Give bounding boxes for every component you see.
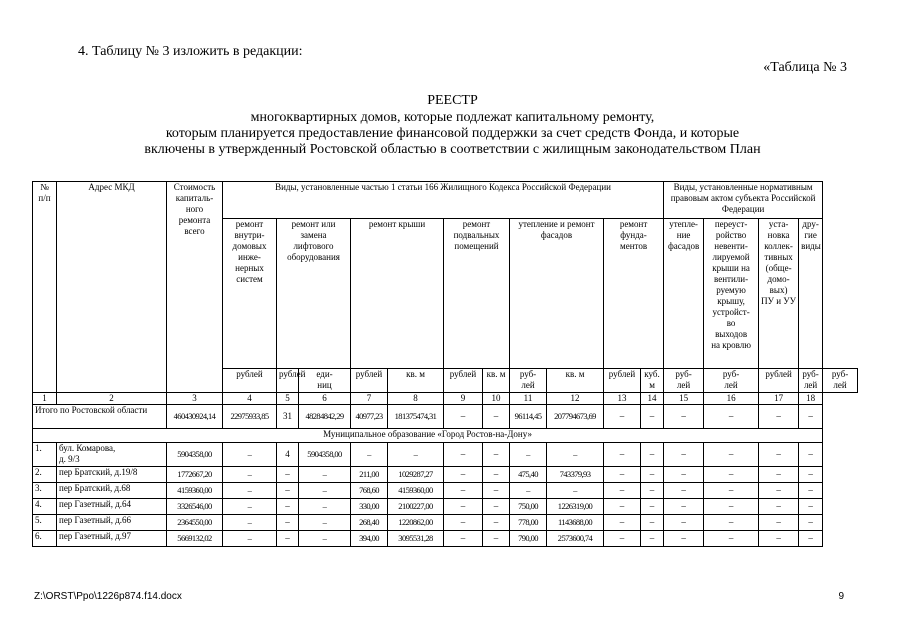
row-cell: – — [641, 483, 664, 499]
row-number: 4. — [33, 499, 57, 515]
row-cell: – — [704, 499, 759, 515]
unit-cell: еди- ниц — [299, 369, 351, 393]
row-cell: 3326546,00 — [167, 499, 223, 515]
header-row-1 — [33, 182, 858, 219]
row-cell: – — [759, 499, 799, 515]
row-cell: – — [483, 483, 510, 499]
sub-engineering-header: ремонт внутри- домовых инже- нерных систем — [223, 219, 277, 369]
row-cell: – — [444, 483, 483, 499]
row-cell: – — [223, 483, 277, 499]
total-cell: 22975933,85 — [223, 405, 277, 429]
col-address-header: Адрес МКД — [57, 182, 167, 393]
unit-cell: кв. м — [483, 369, 510, 393]
total-cell: – — [641, 405, 664, 429]
row-cell: – — [444, 499, 483, 515]
row-cell: 5904358,00 — [167, 443, 223, 467]
col-num-header: № п/п — [33, 182, 57, 393]
total-row — [33, 405, 858, 429]
sub-lift-header: ремонт или замена лифтового оборудования — [277, 219, 351, 369]
unit-cell: рублей — [351, 369, 388, 393]
row-cell: – — [223, 443, 277, 467]
row-address: пер Братский, д.19/8 — [57, 467, 167, 483]
column-number: 7 — [351, 393, 388, 405]
row-cell: 1143688,00 — [547, 515, 604, 531]
row-address: пер Братский, д.68 — [57, 483, 167, 499]
row-cell: – — [388, 443, 444, 467]
row-cell: – — [483, 499, 510, 515]
row-number: 1. — [33, 443, 57, 467]
sub-foundation-header: ремонт фунда- ментов — [604, 219, 664, 369]
column-number: 4 — [223, 393, 277, 405]
column-number: 18 — [799, 393, 823, 405]
column-number: 15 — [664, 393, 704, 405]
total-cell: – — [444, 405, 483, 429]
row-cell: 1772667,20 — [167, 467, 223, 483]
column-number: 16 — [704, 393, 759, 405]
row-address: бул. Комарова, д. 9/3 — [57, 443, 167, 467]
column-number-row — [33, 393, 858, 405]
row-cell: – — [604, 499, 641, 515]
row-number: 2. — [33, 467, 57, 483]
unit-cell: руб- лей — [799, 369, 823, 393]
row-cell: – — [704, 483, 759, 499]
group-regional-header: Виды, установленные нормативным правовым актом субъекта Российской Федерации — [664, 182, 823, 219]
unit-cell: руб- лей — [704, 369, 759, 393]
row-cell: – — [641, 443, 664, 467]
row-cell: – — [483, 467, 510, 483]
row-cell: – — [799, 499, 823, 515]
column-number: 10 — [483, 393, 510, 405]
sub-basement-header: ремонт подвальных помещений — [444, 219, 510, 369]
total-cell: – — [799, 405, 823, 429]
unit-cell: рублей — [759, 369, 799, 393]
row-cell: – — [704, 515, 759, 531]
sub-other-header: дру- гие виды — [799, 219, 823, 369]
row-cell: – — [799, 531, 823, 547]
row-address: пер Газетный, д.97 — [57, 531, 167, 547]
row-cell: – — [759, 515, 799, 531]
row-cell: – — [277, 515, 299, 531]
column-number: 6 — [299, 393, 351, 405]
footer-file-path: Z:\ORST\Ppo\1226p874.f14.docx — [34, 591, 182, 602]
unit-cell: кв. м — [547, 369, 604, 393]
sub-roof-header: ремонт крыши — [351, 219, 444, 369]
unit-cell: руб- лей — [664, 369, 704, 393]
sub-meters-header: уста- новка коллек- тивных (обще- домо- вых) ПУ и УУ — [759, 219, 799, 369]
row-cell: – — [604, 483, 641, 499]
total-cell: – — [759, 405, 799, 429]
total-cell: – — [664, 405, 704, 429]
column-number: 17 — [759, 393, 799, 405]
row-cell: 1220862,00 — [388, 515, 444, 531]
row-cell: – — [299, 515, 351, 531]
total-cell: – — [704, 405, 759, 429]
column-number: 5 — [277, 393, 299, 405]
row-cell: 475,40 — [510, 467, 547, 483]
page-number: 9 — [838, 591, 844, 602]
row-cell: – — [799, 467, 823, 483]
row-cell: – — [759, 443, 799, 467]
total-cell: 460430924,14 — [167, 405, 223, 429]
row-cell: 330,00 — [351, 499, 388, 515]
register-title: РЕЕСТР — [427, 93, 478, 108]
row-cell: – — [510, 483, 547, 499]
row-cell: 211,00 — [351, 467, 388, 483]
row-cell: – — [664, 499, 704, 515]
row-cell: – — [277, 499, 299, 515]
column-number: 14 — [641, 393, 664, 405]
sub-roof-rebuild-header: переуст- ройство невенти- лируемой крыши на вентили- руемую крышу, устройст- во выходов на кровлю — [704, 219, 759, 369]
row-cell: – — [759, 483, 799, 499]
row-cell: – — [604, 515, 641, 531]
register-subtitle-line-3: включены в утвержденный Ростовской областью в соответствии с жилищным законодательством План — [144, 142, 761, 157]
table-row — [33, 467, 858, 483]
total-cell: – — [483, 405, 510, 429]
row-cell: 790,00 — [510, 531, 547, 547]
row-address: пер Газетный, д.66 — [57, 515, 167, 531]
row-cell: – — [604, 467, 641, 483]
row-cell: 743379,93 — [547, 467, 604, 483]
row-cell: – — [299, 499, 351, 515]
row-cell: – — [704, 467, 759, 483]
row-cell: 1226319,00 — [547, 499, 604, 515]
row-cell: – — [641, 499, 664, 515]
row-cell: 778,00 — [510, 515, 547, 531]
row-cell: 4159360,00 — [167, 483, 223, 499]
row-cell: – — [547, 483, 604, 499]
column-number: 13 — [604, 393, 641, 405]
row-cell: – — [759, 467, 799, 483]
row-cell: – — [277, 467, 299, 483]
column-number: 12 — [547, 393, 604, 405]
row-cell: – — [444, 467, 483, 483]
row-cell: – — [277, 483, 299, 499]
total-cell: 96114,45 — [510, 405, 547, 429]
table-row — [33, 515, 858, 531]
row-cell: – — [223, 515, 277, 531]
unit-cell: рублей — [277, 369, 299, 393]
row-cell: – — [664, 483, 704, 499]
section-title: Муниципальное образование «Город Ростов-на-Дону» — [33, 429, 823, 443]
intro-text: 4. Таблицу № 3 изложить в редакции: — [78, 44, 303, 59]
total-cell: 48284842,29 — [299, 405, 351, 429]
row-cell: – — [223, 467, 277, 483]
row-cell: 750,00 — [510, 499, 547, 515]
row-cell: 4159360,00 — [388, 483, 444, 499]
register-table — [32, 181, 858, 547]
col-cost-header: Стоимость капиталь- ного ремонта всего — [167, 182, 223, 393]
total-label: Итого по Ростовской области — [33, 405, 167, 429]
row-cell: – — [641, 531, 664, 547]
row-cell: – — [759, 531, 799, 547]
row-number: 5. — [33, 515, 57, 531]
register-subtitle-line-2: которым планируется предоставление финансовой поддержки за счет средств Фонда, и которые — [165, 126, 740, 141]
column-number: 2 — [57, 393, 167, 405]
row-cell: 394,00 — [351, 531, 388, 547]
table-row — [33, 483, 858, 499]
unit-cell: куб. м — [641, 369, 664, 393]
row-cell: – — [444, 531, 483, 547]
register-subtitle-line-1: многоквартирных домов, которые подлежат капитальному ремонту, — [250, 110, 655, 125]
section-row — [33, 429, 858, 443]
unit-cell: рублей — [444, 369, 483, 393]
row-cell: – — [664, 531, 704, 547]
row-cell: – — [277, 531, 299, 547]
row-cell: – — [604, 443, 641, 467]
total-cell: – — [604, 405, 641, 429]
row-cell: – — [483, 515, 510, 531]
unit-cell: рублей — [604, 369, 641, 393]
table-row — [33, 443, 858, 467]
column-number: 11 — [510, 393, 547, 405]
row-number: 6. — [33, 531, 57, 547]
row-cell: – — [641, 515, 664, 531]
column-number: 8 — [388, 393, 444, 405]
row-cell: 4 — [277, 443, 299, 467]
row-cell: 3095531,28 — [388, 531, 444, 547]
row-address: пер Газетный, д.64 — [57, 499, 167, 515]
row-cell: 5904358,00 — [299, 443, 351, 467]
row-cell: 2573600,74 — [547, 531, 604, 547]
row-cell: – — [483, 531, 510, 547]
total-cell: 31 — [277, 405, 299, 429]
total-cell: 207794673,69 — [547, 405, 604, 429]
row-cell: – — [799, 483, 823, 499]
row-cell: – — [444, 443, 483, 467]
total-cell: 181375474,31 — [388, 405, 444, 429]
row-cell: – — [664, 515, 704, 531]
column-number: 3 — [167, 393, 223, 405]
column-number: 1 — [33, 393, 57, 405]
row-cell: – — [799, 515, 823, 531]
row-cell: – — [223, 531, 277, 547]
row-cell: 2100227,00 — [388, 499, 444, 515]
row-cell: – — [351, 443, 388, 467]
row-cell: 1029287,27 — [388, 467, 444, 483]
row-cell: 268,40 — [351, 515, 388, 531]
row-cell: 2364550,00 — [167, 515, 223, 531]
table-row — [33, 531, 858, 547]
row-cell: – — [299, 467, 351, 483]
row-cell: – — [799, 443, 823, 467]
row-cell: – — [223, 499, 277, 515]
row-cell: – — [664, 443, 704, 467]
row-cell: – — [704, 531, 759, 547]
unit-cell: рублей — [223, 369, 277, 393]
row-cell: – — [299, 483, 351, 499]
row-cell: – — [547, 443, 604, 467]
group-federal-header: Виды, установленные частью 1 статьи 166 Жилищного Кодекса Российской Федерации — [223, 182, 664, 219]
table-row — [33, 499, 858, 515]
unit-cell: руб- лей — [510, 369, 547, 393]
total-cell: 40977,23 — [351, 405, 388, 429]
unit-cell: кв. м — [388, 369, 444, 393]
row-cell: – — [444, 515, 483, 531]
unit-cell: руб- лей — [823, 369, 858, 393]
column-number: 9 — [444, 393, 483, 405]
row-cell: – — [641, 467, 664, 483]
row-cell: 768,60 — [351, 483, 388, 499]
row-cell: – — [604, 531, 641, 547]
row-cell: – — [704, 443, 759, 467]
row-cell: 5669132,02 — [167, 531, 223, 547]
sub-insulation-header: утепле- ние фасадов — [664, 219, 704, 369]
row-number: 3. — [33, 483, 57, 499]
row-cell: – — [483, 443, 510, 467]
row-cell: – — [299, 531, 351, 547]
sub-facade-header: утепление и ремонт фасадов — [510, 219, 604, 369]
row-cell: – — [664, 467, 704, 483]
table-reference: «Таблица № 3 — [763, 60, 847, 75]
row-cell: – — [510, 443, 547, 467]
